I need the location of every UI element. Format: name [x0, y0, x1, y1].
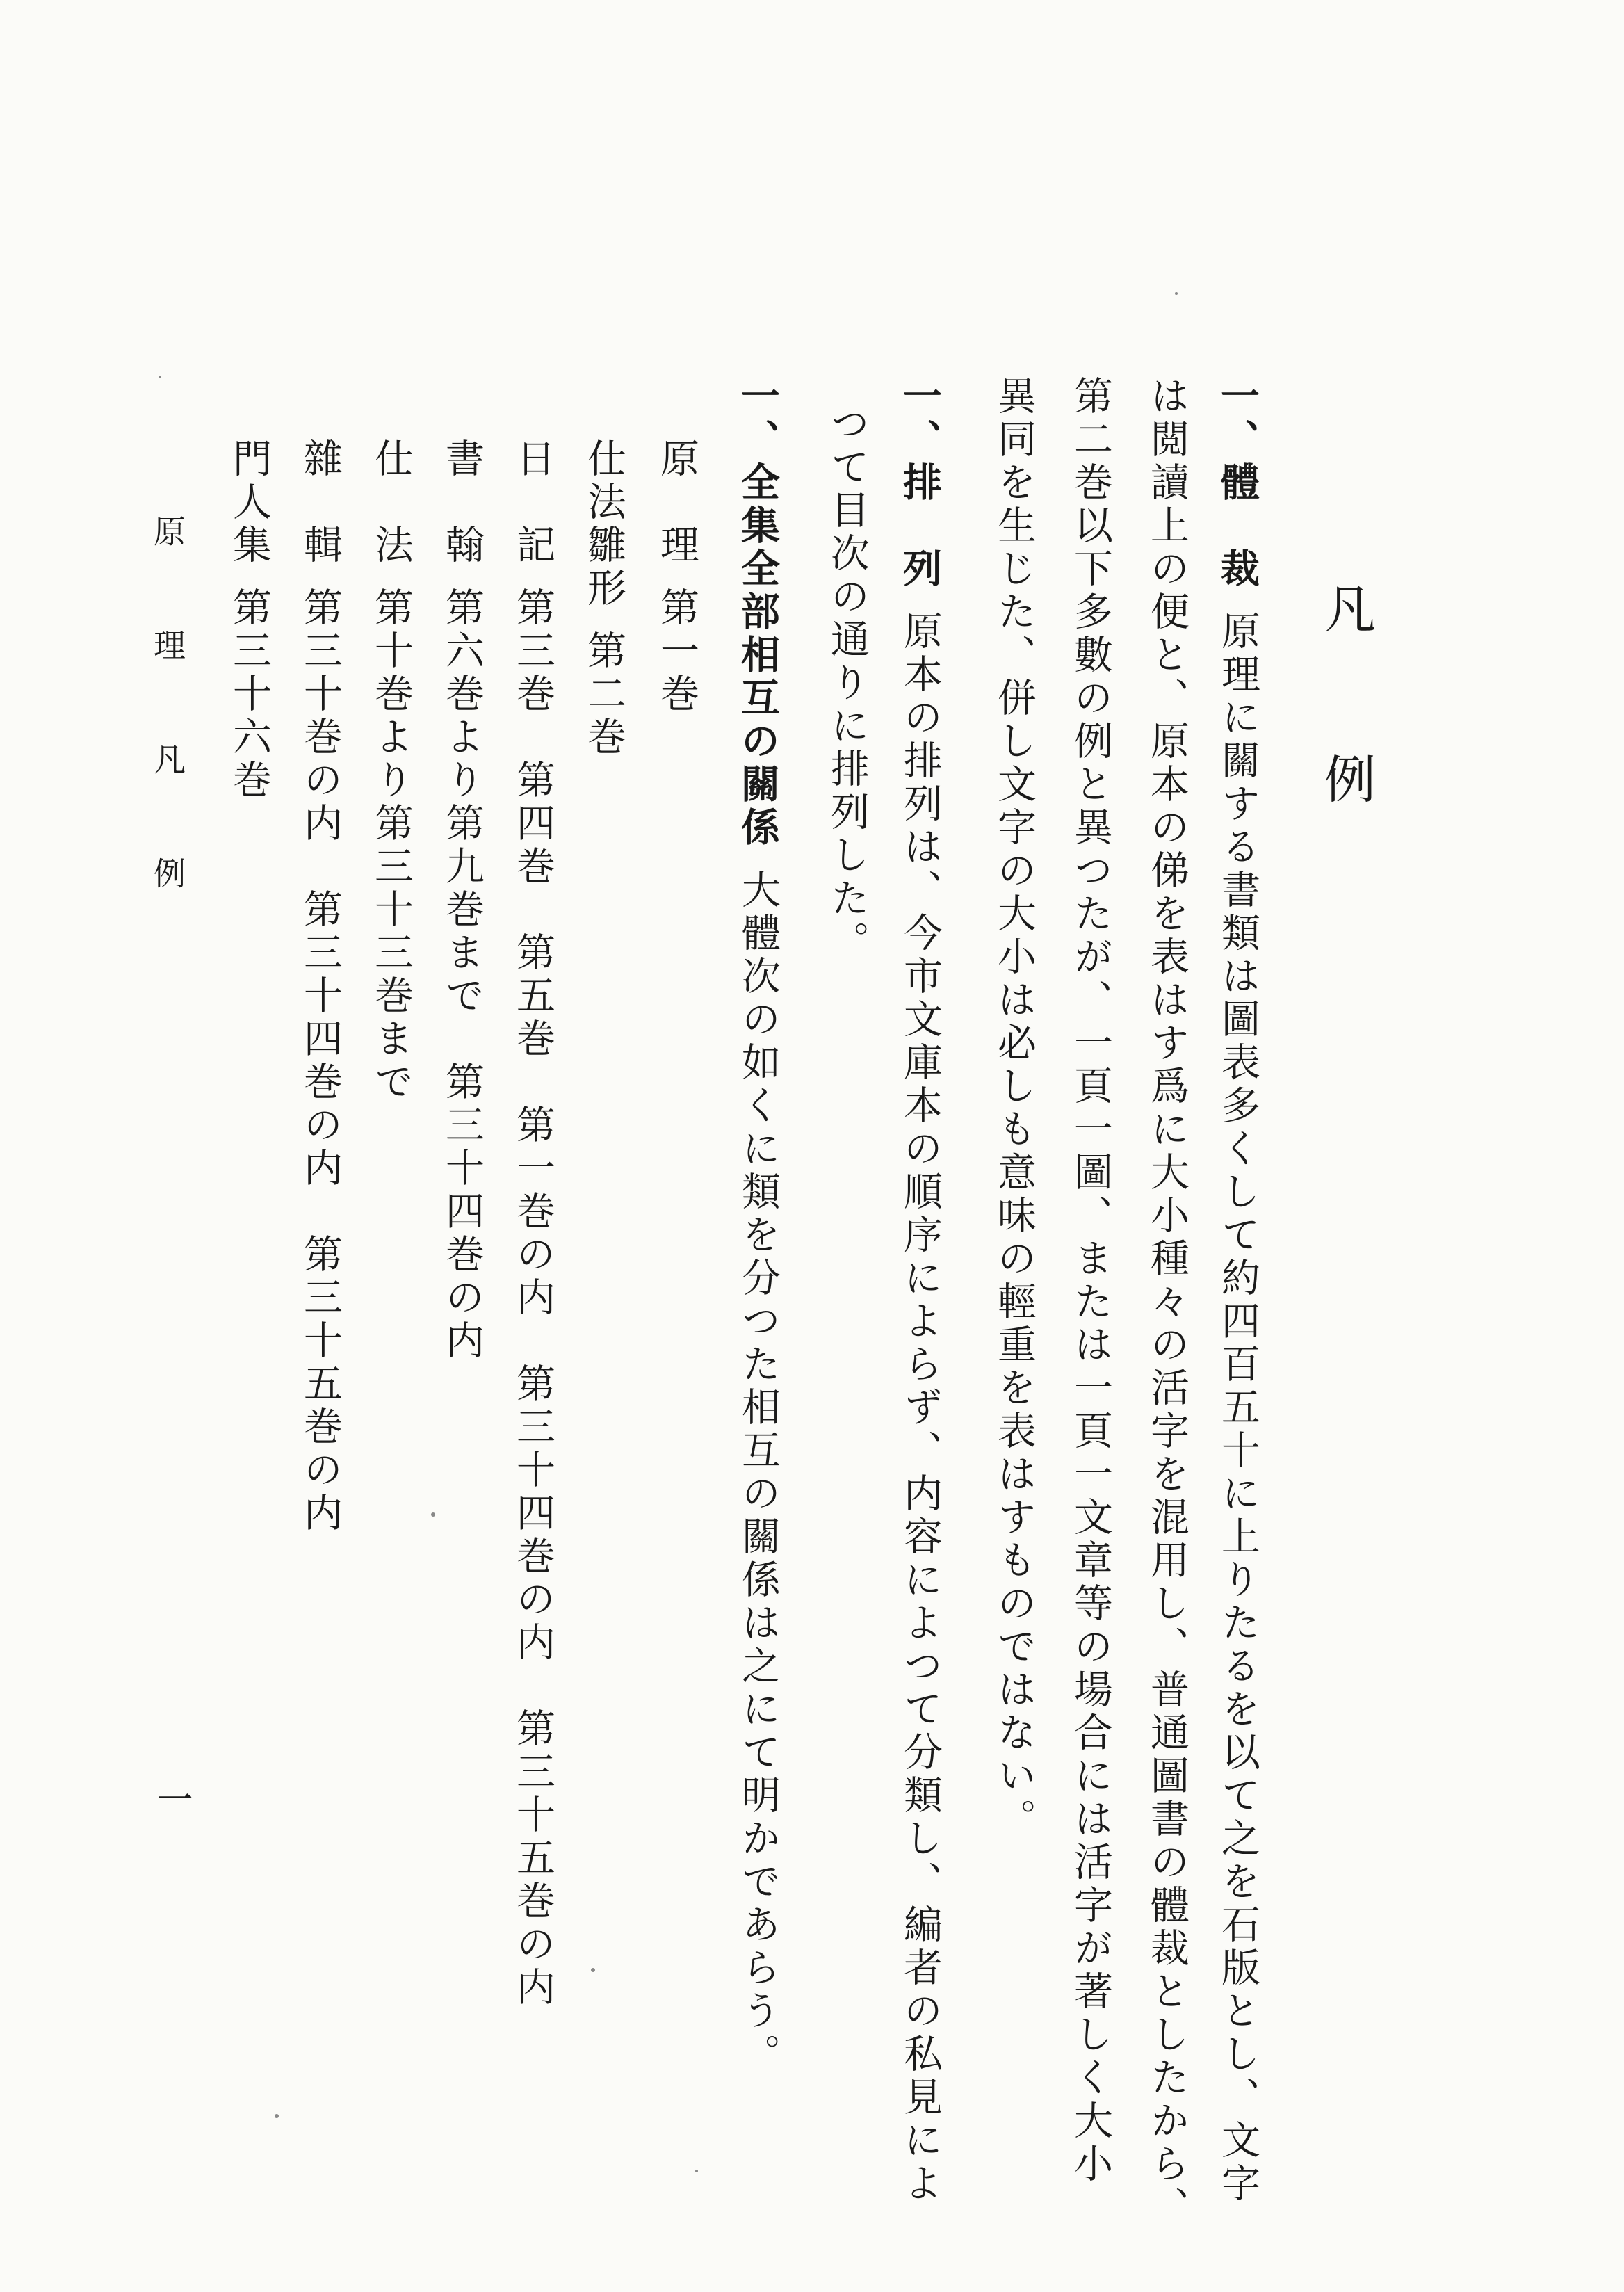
relation-row — [368, 438, 414, 1104]
relation-row — [654, 438, 699, 716]
relation-category: 雜 輯 — [298, 438, 343, 567]
relation-category: 日 記 — [510, 438, 555, 567]
relation-category: 門人集 — [227, 438, 272, 567]
running-title: 原 理 凡 例 — [149, 515, 186, 914]
relation-row — [439, 438, 485, 1363]
section-line: は閲讀上の便と、原本の俤を表はす爲に大小種々の活字を混用し、普通圖書の體裁としたから、 — [1144, 376, 1189, 2229]
relation-category: 仕法雛形 — [581, 438, 626, 611]
print-speck — [159, 376, 161, 378]
section-taisai — [1215, 376, 1260, 2206]
section-line: 大體次の如くに類を分つた相互の關係は之にて明かであらう。 — [736, 869, 781, 2076]
relation-category: 書 翰 — [439, 438, 485, 567]
section-line: 原本の排列は、今市文庫本の順序によらず、内容によつて分類し、編者の私見によ — [898, 611, 943, 2206]
section-heading: 一、全集全部相互の關係 — [735, 376, 781, 850]
relation-row — [227, 438, 272, 802]
relation-volumes: 第三十巻の内 第三十四巻の内 第三十五巻の内 — [298, 587, 343, 1535]
section-heading: 一、體 裁 — [1215, 376, 1260, 591]
page-title-char-1: 凡 — [1324, 580, 1376, 640]
relation-volumes: 第三十六巻 — [227, 587, 272, 802]
section-line: 第二巻以下多數の例と異つたが、一頁一圖、または一頁一文章等の場合には活字が著しく大小 — [1068, 376, 1113, 2186]
page-title-char-2: 例 — [1324, 750, 1376, 810]
page-number: 一 — [150, 1780, 192, 1821]
relation-volumes: 第十巻より第三十三巻まで — [368, 587, 414, 1104]
section-kankei — [735, 376, 781, 2076]
relation-volumes: 第六巻より第九巻まで 第三十四巻の内 — [439, 587, 485, 1363]
print-speck — [275, 2114, 279, 2118]
section-line: つて目次の通りに排列した。 — [825, 403, 870, 964]
print-speck — [591, 1968, 595, 1972]
relation-row — [581, 438, 626, 759]
section-hairetsu — [897, 376, 943, 2206]
relation-category: 原 理 — [654, 438, 699, 567]
relation-volumes: 第二巻 — [581, 630, 626, 759]
relation-category: 仕 法 — [368, 438, 414, 567]
section-line: 原理に關する書類は圖表多くして約四百五十に上りたるを以て之を石版とし、文字 — [1215, 611, 1260, 2206]
relation-volumes: 第一巻 — [654, 587, 699, 716]
relation-volumes: 第三巻 第四巻 第五巻 第一巻の内 第三十四巻の内 第三十五巻の内 — [510, 587, 555, 2010]
relation-row — [510, 438, 555, 2010]
print-speck — [695, 2170, 698, 2172]
print-speck — [431, 1512, 435, 1517]
relation-row — [298, 438, 343, 1535]
section-line: 異同を生じた、併し文字の大小は必しも意味の輕重を表はすものではない。 — [991, 376, 1037, 1841]
print-speck — [1175, 292, 1178, 295]
section-heading: 一、排 列 — [897, 376, 943, 591]
